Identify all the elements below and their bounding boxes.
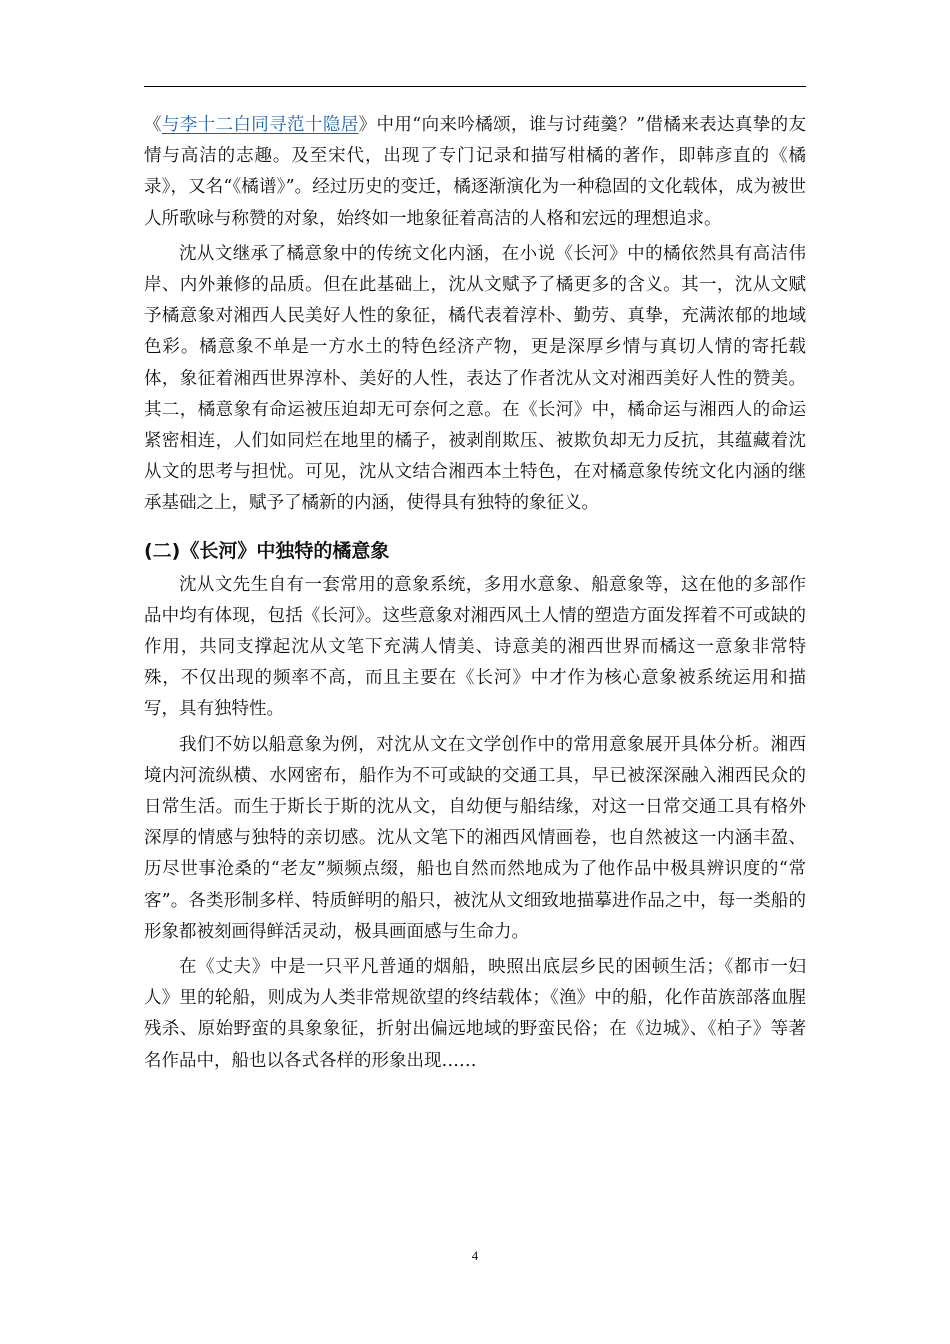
paragraph-5: 在《丈夫》中是一只平凡普通的烟船，映照出底层乡民的困顿生活；《都市一妇人》里的轮船，则成为人类非常规欲望的终结载体；《渔》中的船，化作苗族部落血腥残杀、原始野蛮的具象象征，折射出偏远地域的野蛮民俗；在《边城》、《柏子》等著名作品中，船也以各式各样的形象出现…… bbox=[144, 957, 806, 1071]
paragraph-4: 我们不妨以船意象为例，对沈从文在文学创作中的常用意象展开具体分析。湘西境内河流纵横、水网密布，船作为不可或缺的交通工具，早已被深深融入湘西民众的日常生活。而生于斯长于斯的沈从文，自幼便与船结缘，对这一日常交通工具有格外深厚的情感与独特的亲切感。沈从文笔下的湘西风情画卷，也自然被这一内涵丰盈、历尽世事沧桑的“老友”频频点缀，船也自然而然地成为了他作品中极具辨识度的“常客”。各类形制多样、特质鲜明的船只，被沈从文细致地描摹进作品之中，每一类船的形象都被刻画得鲜活灵动，极具画面感与生命力。 bbox=[144, 734, 806, 942]
poem-title-link[interactable]: 与李十二白同寻范十隐居 bbox=[161, 115, 359, 135]
paragraph-1 bbox=[144, 110, 806, 235]
open-quote: 《 bbox=[144, 115, 162, 135]
header-rule bbox=[144, 86, 806, 87]
paragraph-2: 沈从文继承了橘意象中的传统文化内涵，在小说《长河》中的橘依然具有高洁伟岸、内外兼修的品质。但在此基础上，沈从文赋予了橘更多的含义。其一，沈从文赋予橘意象对湘西人民美好人性的象征，橘代表着淳朴、勤劳、真挚，充满浓郁的地域色彩。橘意象不单是一方水土的特色经济产物，更是深厚乡情与真切人情的寄托载体，象征着湘西世界淳朴、美好的人性，表达了作者沈从文对湘西美好人性的赞美。其二，橘意象有命运被压迫却无可奈何之意。在《长河》中，橘命运与湘西人的命运紧密相连，人们如同烂在地里的橘子，被剥削欺压、被欺负却无力反抗，其蕴藏着沈从文的思考与担忧。可见，沈从文结合湘西本土特色，在对橘意象传统文化内涵的继承基础之上，赋予了橘新的内涵，使得具有独特的象征义。 bbox=[144, 243, 806, 514]
document-body bbox=[144, 110, 806, 1077]
page-number: 4 bbox=[471, 1248, 479, 1263]
paragraph-3: 沈从文先生自有一套常用的意象系统，多用水意象、船意象等，这在他的多部作品中均有体现，包括《长河》。这些意象对湘西风土人情的塑造方面发挥着不可或缺的作用，共同支撑起沈从文笔下充满人情美、诗意美的湘西世界而橘这一意象非常特殊，不仅出现的频率不高，而且主要在《长河》中才作为核心意象被系统运用和描写，具有独特性。 bbox=[144, 574, 806, 720]
section-heading: (二)《长河》中独特的橘意象 bbox=[144, 539, 390, 562]
paragraph-1-text: 》中用“向来吟橘颂，谁与讨莼羹？”借橘来表达真挚的友情与高洁的志趣。及至宋代，出现了专门记录和描写柑橘的著作，即韩彦直的《橘录》，又名“《橘谱》”。经过历史的变迁，橘逐渐演化为一种稳固的文化载体，成为被世人所歌咏与称赞的对象，始终如一地象征着高洁的人格和宏远的理想追求。 bbox=[144, 115, 807, 229]
